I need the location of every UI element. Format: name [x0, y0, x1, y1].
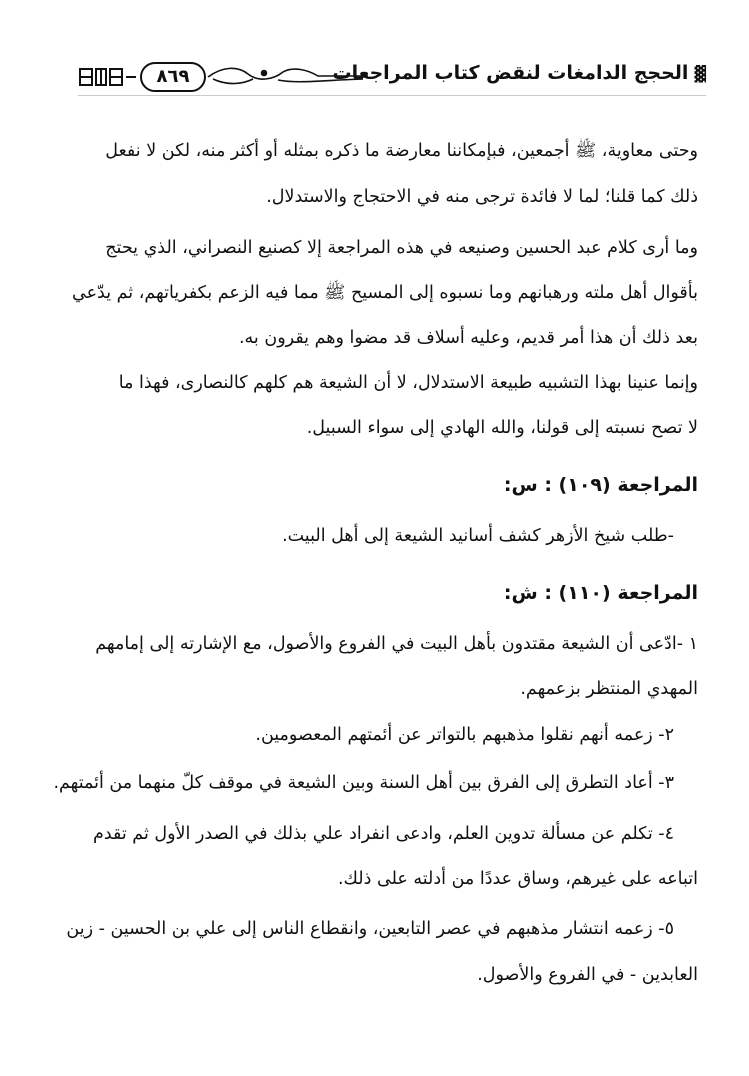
section-110-line: اتباعه على غيرهم، وساق عددًا من أدلته على ذلك. — [337, 869, 698, 889]
section-110-line: ١ -ادّعى أن الشيعة مقتدون بأهل البيت في الفروع والأصول، مع الإشارته إلى إمامهم — [95, 634, 698, 654]
running-title — [333, 62, 706, 84]
text-line: وحتى معاوية، ﷺ أجمعين، فبإمكاننا معارضة ما ذكره بمثله أو أكثر منه، لكن لا نفعل — [105, 141, 698, 161]
page-header — [78, 60, 706, 96]
section-110-line: ٥- زعمه انتشار مذهبهم في عصر التابعين، وانقطاع الناس إلى علي بن الحسين - زين — [66, 919, 674, 939]
text-line: ذلك كما قلنا؛ لما لا فائدة ترجى منه في الاحتجاج والاستدلال. — [266, 187, 698, 207]
header-divider — [78, 95, 706, 96]
page-number: ٨٦٩ — [140, 62, 206, 92]
text-line: لا تصح نسبته إلى قولنا، والله الهادي إلى سواء السبيل. — [306, 418, 698, 438]
text-line: وما أرى كلام عبد الحسين وصنيعه في هذه المراجعة إلا كصنيع النصراني، الذي يحتج — [105, 238, 698, 258]
section-heading-110: المراجعة (١١٠) : ش: — [503, 582, 698, 604]
section-110-line: ٤- تكلم عن مسألة تدوين العلم، وادعى انفراد علي بذلك في الصدر الأول ثم تقدم — [92, 824, 674, 844]
running-title-text: الحجج الدامغات لنقض كتاب المراجعات — [332, 62, 689, 84]
text-line: بأقوال أهل ملته ورهبانهم وما نسبوه إلى المسيح ﷺ مما فيه الزعم بكفرياتهم، ثم يدّعي — [72, 283, 698, 303]
header-mark-icon: ▓ — [694, 65, 706, 83]
section-heading-109: المراجعة (١٠٩) : س: — [503, 474, 698, 496]
text-line: بعد ذلك أن هذا أمر قديم، وعليه أسلاف قد مضوا وهم يقرون به. — [238, 328, 698, 348]
section-110-line: ٢- زعمه أنهم نقلوا مذهبهم بالتواتر عن أئمتهم المعصومين. — [255, 725, 674, 745]
section-109-item: -طلب شيخ الأزهر كشف أسانيد الشيعة إلى أهل البيت. — [282, 526, 674, 546]
section-110-line: العابدين - في الفروع والأصول. — [477, 965, 698, 985]
section-110-line: المهدي المنتظر بزعمهم. — [520, 679, 698, 699]
section-110-line: ٣- أعاد التطرق إلى الفرق بين أهل السنة وبين الشيعة في موقف كلّ منهما من أئمتهم. — [53, 773, 674, 793]
text-line: وإنما عنينا بهذا التشبيه طبيعة الاستدلال، لا أن الشيعة هم كلهم كالنصارى، فهذا ما — [118, 373, 698, 393]
